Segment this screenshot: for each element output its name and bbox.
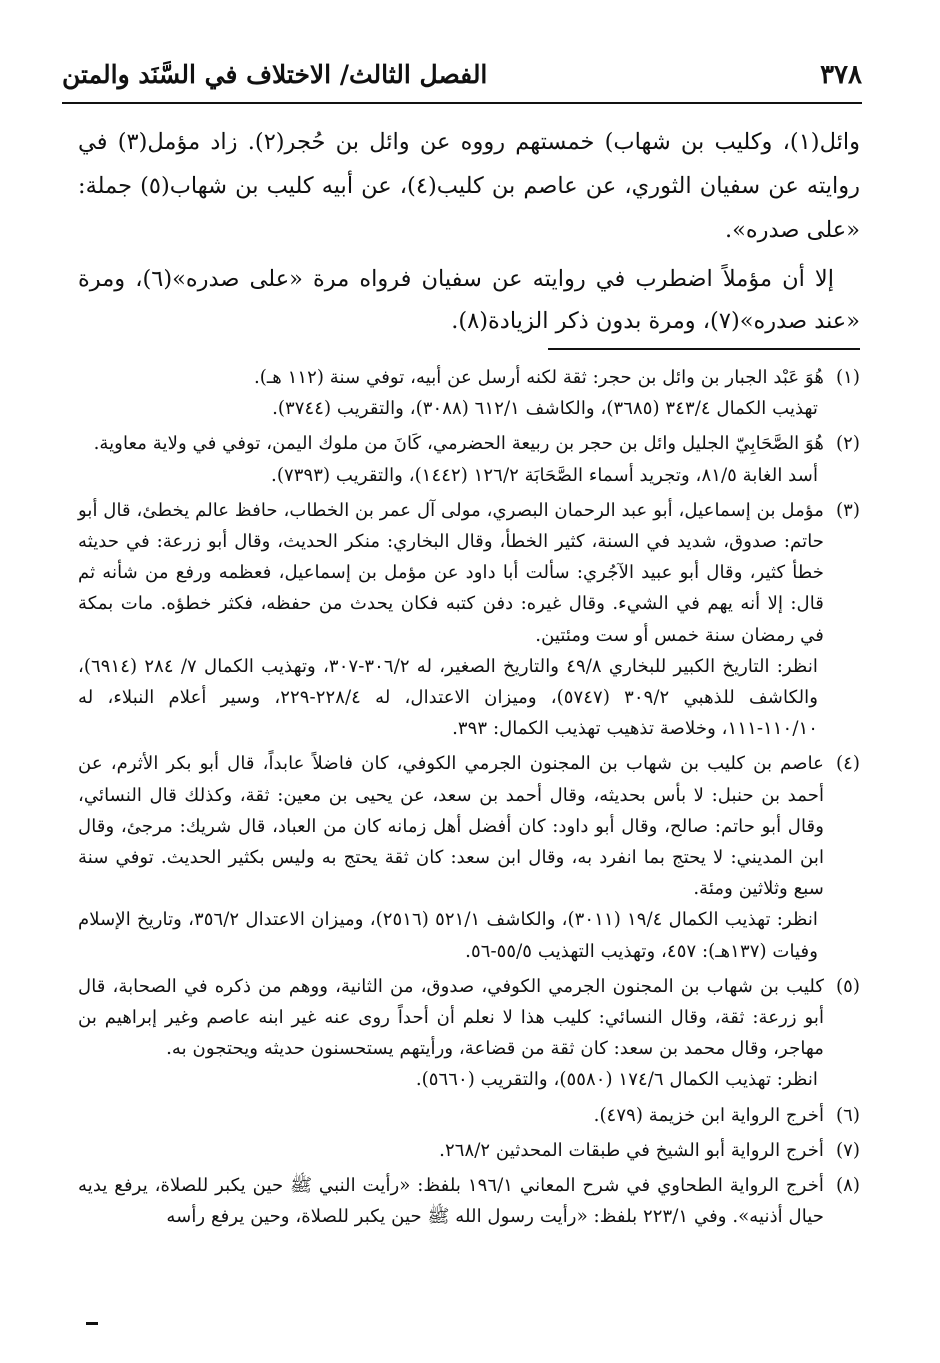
footnote-source: تهذيب الكمال ٣٤٣/٤ (٣٦٨٥)، والكاشف ٦١٢/١ (٣٠٨٨)، والتقريب (٣٧٤٤). [272, 398, 818, 420]
footnote [78, 495, 860, 745]
footnote [78, 1100, 860, 1131]
footnote-number: (٢) [836, 433, 860, 455]
footnote-number: (٤) [836, 753, 860, 775]
footnote [78, 362, 860, 424]
footnote-source: انظر: تهذيب الكمال ١٧٤/٦ (٥٥٨٠)، والتقريب (٥٦٦٠). [415, 1069, 818, 1091]
footnote-number: (٧) [836, 1139, 860, 1161]
footnote-number: (٥) [836, 975, 860, 997]
continuation-mark [86, 1322, 98, 1325]
chapter-title: الفصل الثالث/ الاختلاف في السَّنَد والمتن [62, 60, 488, 89]
footnote-separator [548, 348, 860, 350]
footnote [78, 428, 860, 490]
footnote-number: (٨) [836, 1175, 860, 1197]
footnotes [78, 362, 860, 1236]
footnote-text: أخرج الرواية ابن خزيمة (٤٧٩). [593, 1104, 824, 1126]
footnote-text: مؤمل بن إسماعيل، أبو عبد الرحمان البصري، مولى آل عمر بن الخطاب، حافظ عالم يخطئ، قال أبو حاتم: صدوق، شديد في السنة، كثير الخطأ، وقال البخاري: منكر الحديث، وقال أبو زرعة: في حديثه خطأ كثير، وقال أبو عبيد الآجُري: سألت أبا داود عن مؤمل بن إسماعيل، فعظمه ورفع من شأنه ثم قال: إلا أنه يهم في الشيء. وقال غيره: دفن كتبه فكان يحدث من حفظه، فكثر خطؤه. مات بمكة في رمضان سنة خمس أو ست ومئتين. [78, 499, 824, 646]
footnote-source: انظر: التاريخ الكبير للبخاري ٤٩/٨ والتاريخ الصغير، له ٣٠٦/٢-٣٠٧، وتهذيب الكمال ٧/ ٢٨٤ (٦٩١٤)، والكاشف للذهبي ٣٠٩/٢ (٥٧٤٧)، وميزان الاعتدال، له ٢٢٨/٤-٢٢٩، وسير أعلام النبلاء، له ١١٠/١٠-١١١، وخلاصة تذهيب تهذيب الكمال: ٣٩٣. [78, 655, 818, 740]
page-number: ٣٧٨ [820, 60, 862, 90]
footnote-text: هُوَ عَبْد الجبار بن وائل بن حجر: ثقة لكنه أرسل عن أبيه، توفي سنة (١١٢ هـ). [254, 367, 824, 388]
footnote-source: أسد الغابة ٨١/٥، وتجريد أسماء الصَّحَابَة ١٢٦/٢ (١٤٤٢)، والتقريب (٧٣٩٣). [271, 464, 818, 486]
footnote-text: كليب بن شهاب بن المجنون الجرمي الكوفي، صدوق، من الثانية، ووهم من ذكره في الصحابة، قال أبو زرعة: ثقة، وقال النسائي: كليب هذا لا نعلم أن أحداً روى عنه غير ابنه عاصم وغير إبراهيم بن مهاجر، وقال محمد بن سعد: كان ثقة من قضاعة، ورأيتهم يستحسنون حديثه ويحتجون به. [78, 975, 824, 1060]
paragraph: وائل(١)، وكليب بن شهاب) خمستهم رووه عن وائل بن حُجر(٢). زاد مؤمل(٣) في روايته عن سفيان الثوري، عن عاصم بن كليب(٤)، عن أبيه كليب بن شهاب(٥) جملة: «على صدره». [78, 129, 860, 243]
footnote-text: هُوَ الصَّحَابِيّ الجليل وائل بن حجر بن ربيعة الحضرمي، كَانَ من ملوك اليمن، توفي في ولاية معاوية. [93, 433, 824, 455]
footnote-text: أخرج الرواية الطحاوي في شرح المعاني ١٩٦/١ بلفظ: «رأيت النبي ﷺ حين يكبر للصلاة، يرفع يديه حيال أذنيه». وفي ٢٢٣/١ بلفظ: «رأيت رسول الله ﷺ حين يكبر للصلاة، وحين يرفع رأسه [78, 1175, 824, 1228]
footnote [78, 748, 860, 966]
footnote [78, 1135, 860, 1166]
footnote [78, 971, 860, 1096]
footnote-number: (٣) [836, 499, 860, 521]
footnote-text: أخرج الرواية أبو الشيخ في طبقات المحدثين ٢٦٨/٢. [439, 1139, 824, 1161]
footnote-number: (٦) [836, 1104, 860, 1126]
footnote [78, 1170, 860, 1232]
page-header [62, 58, 862, 104]
footnote-source: انظر: تهذيب الكمال ١٩/٤ (٣٠١١)، والكاشف ٥٢١/١ (٢٥١٦)، وميزان الاعتدال ٣٥٦/٢، وتاريخ الإسلام وفيات (١٣٧هـ): ٤٥٧، وتهذيب التهذيب ٥٥/٥-٥٦. [78, 909, 818, 962]
footnote-text: عاصم بن كليب بن شهاب بن المجنون الجرمي الكوفي، كان فاضلاً عابداً، قال أبو بكر الأثرم، عن أحمد بن حنبل: لا بأس بحديثه، وقال أحمد بن سعد، عن يحيى بن معين: ثقة، وكذلك قال النسائي، وقال أبو حاتم: صالح، وقال أبو داود: كان أفضل أهل زمانه كان من العباد، قال شريك: مرجئ، وقال ابن المديني: لا يحتج بما انفرد به، وقال ابن سعد: كان ثقة يحتج به وليس بكثير الحديث. توفي سنة سبع وثلاثين ومئة. [78, 753, 824, 900]
main-text [78, 120, 860, 342]
paragraph: إلا أن مؤملاً اضطرب في روايته عن سفيان فرواه مرة «على صدره»(٦)، ومرة «عند صدره»(٧)، ومرة بدون ذكر الزيادة(٨). [78, 266, 860, 334]
footnote-number: (١) [836, 367, 860, 388]
